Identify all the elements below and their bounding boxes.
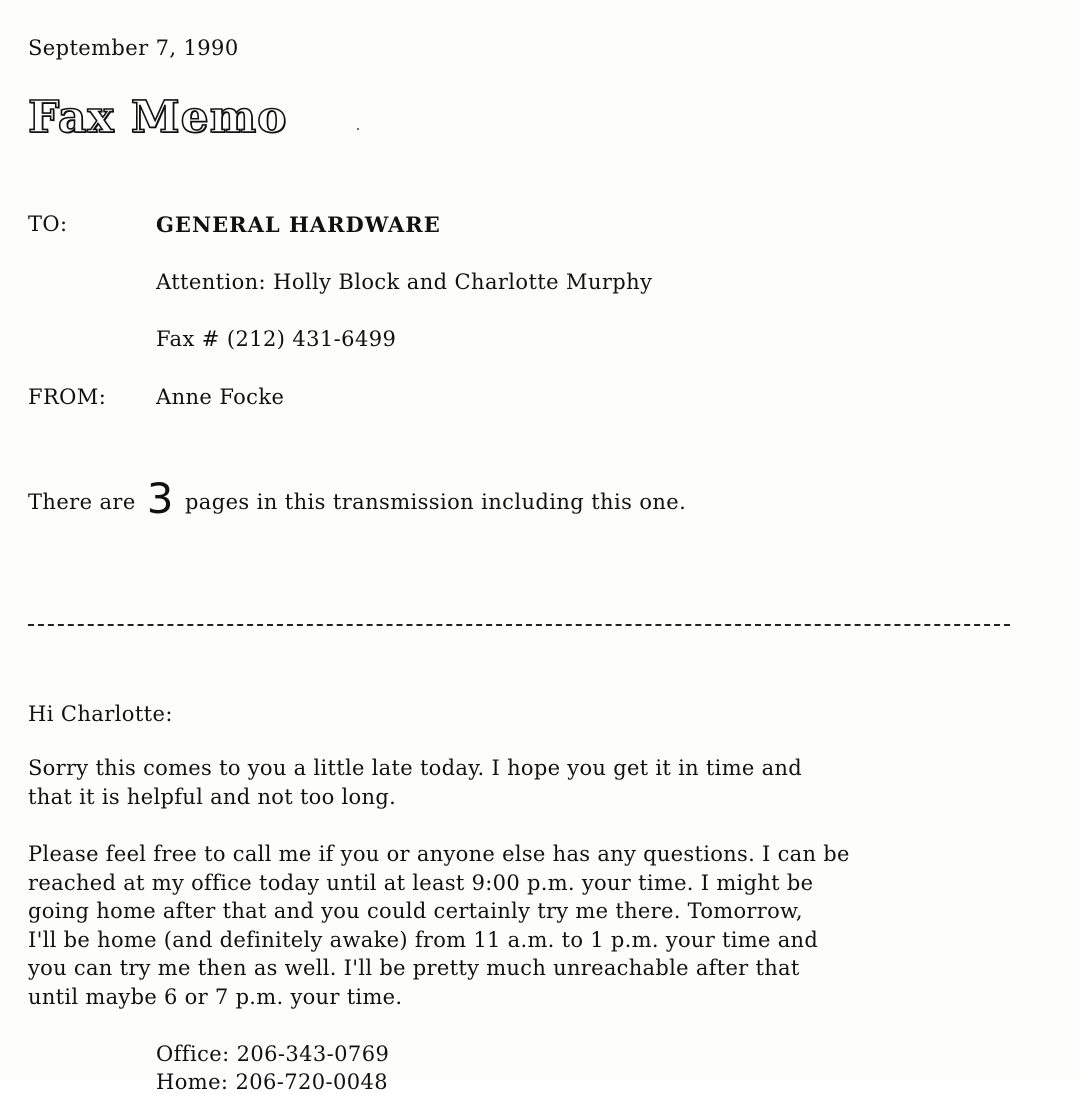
fax-number: Fax # (212) 431-6499 <box>156 327 397 351</box>
page-count-prefix: There are <box>28 490 136 514</box>
scan-speck <box>357 128 359 130</box>
from-label: FROM: <box>28 385 107 409</box>
memo-date: September 7, 1990 <box>28 36 239 60</box>
dashed-divider <box>28 624 1010 626</box>
page-count-suffix: pages in this transmission including this one. <box>184 490 687 514</box>
home-phone: Home: 206-720-0048 <box>156 1070 389 1094</box>
office-phone: Office: 206-343-0769 <box>156 1042 390 1066</box>
memo-title: Fax Memo <box>28 92 288 143</box>
attention-line: Attention: Holly Block and Charlotte Murphy <box>156 270 653 294</box>
greeting: Hi Charlotte: <box>28 702 173 726</box>
from-name: Anne Focke <box>156 385 285 409</box>
to-label: TO: <box>28 212 68 236</box>
body-paragraph-1: Sorry this comes to you a little late today. I hope you get it in time and that it is helpful and not too long. <box>28 756 802 809</box>
to-company: GENERAL HARDWARE <box>156 212 441 237</box>
page-count-line <box>28 474 687 523</box>
body-paragraph-2: Please feel free to call me if you or anyone else has any questions. I can be reached at my office today until at least 9:00 p.m. your time. I might be going home after that and you could certainly try me there. Tomorrow, I'll be home (and definitely awake) from 11 a.m. to 1 p.m. your time and you can try me then as well. I'll be pretty much unreachable after that until maybe 6 or 7 p.m. your time. <box>28 842 850 1009</box>
page-count-number: 3 <box>146 474 174 523</box>
